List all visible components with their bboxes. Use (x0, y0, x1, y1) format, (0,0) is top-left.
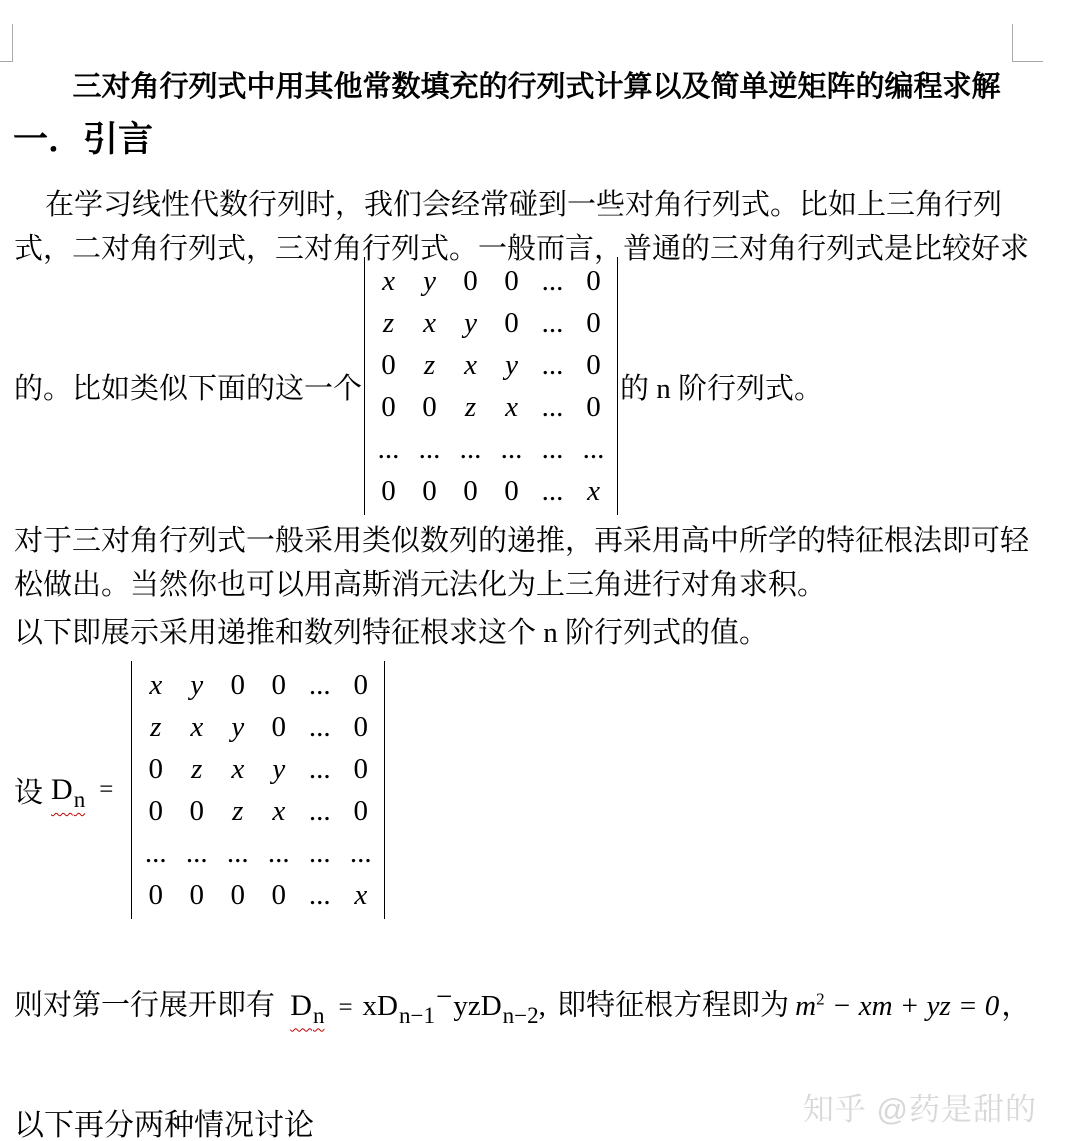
matrix-cell: 0 (271, 878, 287, 911)
matrix-cell: x (272, 794, 286, 827)
dn-subscript: n (73, 787, 86, 812)
term-1-subscript: n−1 (399, 1002, 435, 1028)
matrix-cell: ... (226, 836, 249, 869)
matrix-cell: ... (349, 836, 372, 869)
matrix-cell: x (149, 668, 163, 701)
zhihu-watermark: 知乎 @药是甜的 (802, 1092, 1037, 1127)
equals-sign: = (99, 776, 114, 803)
term-2-subscript: n−2 (502, 1002, 539, 1028)
matrix-cell: 0 (230, 878, 246, 911)
matrix-cell: x (423, 306, 436, 339)
matrix-cell: ... (144, 836, 167, 869)
matrix-cell: 0 (504, 474, 519, 507)
eq-superscript-2: 2 (816, 989, 825, 1008)
matrix-cell: ... (185, 836, 208, 869)
closing-line: 以下再分两种情况讨论 (14, 1108, 314, 1141)
matrix-cell: ... (267, 836, 290, 869)
matrix-cell: 0 (353, 794, 369, 827)
recurrence-line (14, 969, 1057, 1038)
paragraph-intro: 在学习线性代数行列时，我们会经常碰到一些对角行列式。比如上三角行列式，二对角行列式，三对角行列式。一般而言，普通的三对角行列式是比较好求 (14, 189, 1030, 265)
eq-rest: − xm + yz = 0 (831, 989, 1000, 1022)
dn-base: D (51, 773, 73, 806)
define-label: 设 (14, 776, 44, 809)
matrix-cell: ... (377, 432, 400, 465)
dn-symbol (51, 773, 86, 812)
recurrence-middle-text: 即特征根方程即为 (557, 989, 790, 1022)
matrix-cell: ... (500, 432, 523, 465)
dn-definition-line (14, 661, 1073, 919)
matrix-cell: 0 (463, 474, 478, 507)
matrix-cell: 0 (230, 668, 246, 701)
matrix-cell: 0 (381, 348, 396, 381)
characteristic-equation (795, 990, 999, 1022)
recurrence-prefix: 则对第一行展开即有 (14, 989, 276, 1022)
matrix-cell: x (231, 752, 245, 785)
matrix-cell: ... (308, 710, 331, 743)
text-boundary-mark-right (1012, 24, 1043, 62)
determinant-prefix-text: 的。比如类似下面的这一个 (14, 372, 363, 405)
matrix-cell: 0 (148, 752, 164, 785)
trailing-comma: ， (1001, 989, 1031, 1022)
matrix-cell: ... (541, 306, 564, 339)
matrix-cell: 0 (586, 264, 601, 297)
matrix-cell: ... (541, 432, 564, 465)
matrix-cell: 0 (381, 474, 396, 507)
recurrence-term-1 (362, 989, 435, 1028)
matrix-cell: ... (541, 474, 564, 507)
matrix-grid-2 (135, 664, 381, 916)
paragraph-method: 对于三对角行列式一般采用类似数列的递推，再采用高中所学的特征根法即可轻松做出。当然你也可以用高斯消元法化为上三角进行对角求积。 (14, 525, 1030, 601)
matrix-cell: ... (308, 878, 331, 911)
matrix-cell: 0 (271, 710, 287, 743)
matrix-cell: 0 (586, 306, 601, 339)
minus-operator: − (435, 980, 453, 1013)
recurrence-term-2 (453, 989, 539, 1028)
matrix-cell: y (423, 264, 436, 297)
matrix-cell: ... (459, 432, 482, 465)
matrix-cell: z (191, 752, 203, 785)
recurrence-lhs-dn (290, 988, 325, 1028)
matrix-cell: 0 (381, 390, 396, 423)
matrix-cell: z (382, 306, 395, 339)
matrix-cell: 0 (422, 474, 437, 507)
matrix-cell: y (505, 348, 518, 381)
matrix-cell: x (190, 710, 204, 743)
matrix-cell: z (423, 348, 436, 381)
matrix-cell: 0 (148, 794, 164, 827)
matrix-cell: x (382, 264, 395, 297)
determinant-suffix-text: 的 n 阶行列式。 (620, 372, 824, 405)
matrix-cell: 0 (353, 668, 369, 701)
matrix-cell: ... (308, 794, 331, 827)
matrix-cell: ... (582, 432, 605, 465)
matrix-grid-1 (368, 260, 614, 512)
determinant-sentence (14, 257, 1073, 515)
term-2-base: yzD (453, 989, 502, 1022)
matrix-cell: 0 (353, 710, 369, 743)
matrix-cell: z (464, 390, 477, 423)
matrix-cell: ... (541, 264, 564, 297)
matrix-cell: z (150, 710, 162, 743)
matrix-cell: y (464, 306, 477, 339)
matrix-cell: 0 (189, 794, 205, 827)
term-1-base: xD (362, 989, 398, 1022)
matrix-cell: 0 (504, 264, 519, 297)
matrix-cell: ... (308, 836, 331, 869)
matrix-cell: ... (308, 668, 331, 701)
matrix-cell: y (231, 710, 245, 743)
matrix-cell: 0 (353, 752, 369, 785)
matrix-cell: y (272, 752, 286, 785)
matrix-cell: 0 (504, 306, 519, 339)
comma: , (538, 989, 546, 1022)
matrix-cell: 0 (463, 264, 478, 297)
matrix-cell: ... (541, 390, 564, 423)
matrix-cell: 0 (271, 668, 287, 701)
document-title: 三对角行列式中用其他常数填充的行列式计算以及简单逆矩阵的编程求解 (72, 71, 1001, 103)
tridiagonal-determinant-1 (364, 257, 618, 515)
paragraph-demo: 以下即展示采用递推和数列特征根求这个 n 阶行列式的值。 (14, 617, 769, 649)
text-boundary-mark-left (0, 24, 13, 62)
matrix-cell: 0 (189, 878, 205, 911)
recurrence-equals: = (338, 993, 353, 1021)
lhs-base: D (290, 988, 312, 1022)
section-heading-intro: 一．引言 (13, 120, 154, 159)
lhs-subscript: n (312, 1002, 325, 1028)
matrix-cell: ... (308, 752, 331, 785)
matrix-cell: x (354, 878, 368, 911)
matrix-cell: ... (418, 432, 441, 465)
matrix-cell: x (587, 474, 600, 507)
matrix-cell: 0 (586, 390, 601, 423)
matrix-cell: 0 (586, 348, 601, 381)
matrix-cell: z (232, 794, 244, 827)
matrix-cell: x (464, 348, 477, 381)
matrix-cell: x (505, 390, 518, 423)
matrix-cell: 0 (422, 390, 437, 423)
tridiagonal-determinant-2 (131, 661, 385, 919)
eq-variable-m: m (795, 989, 817, 1022)
matrix-cell: y (190, 668, 204, 701)
matrix-cell: ... (541, 348, 564, 381)
matrix-cell: 0 (148, 878, 164, 911)
